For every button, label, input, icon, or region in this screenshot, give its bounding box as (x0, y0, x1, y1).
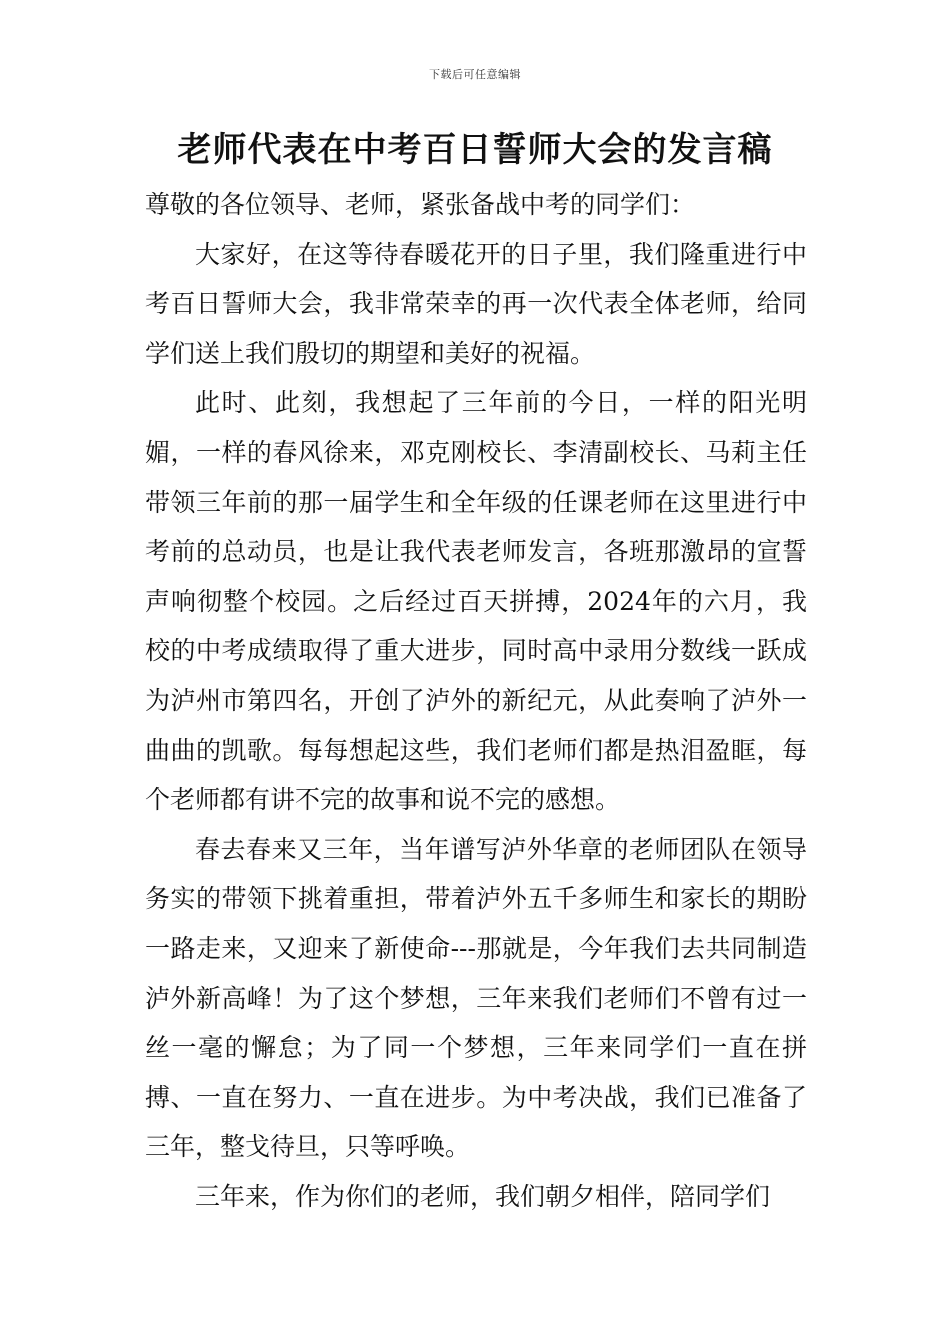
paragraph-4: 三年来，作为你们的老师，我们朝夕相伴，陪同学们 (195, 1181, 771, 1211)
header-note: 下载后可任意编辑 (429, 68, 521, 81)
salutation: 尊敬的各位领导、老师，紧张备战中考的同学们： (145, 190, 696, 219)
paragraph-3: 春去春来又三年，当年谱写泸外华章的老师团队在领导务实的带领下挑着重担，带着泸外五千多师生和家长的期盼一路走来，又迎来了新使命---那就是，今年我们去共同制造泸外新高峰！为了这个梦想，三年来我们老师们不曾有过一丝一毫的懈怠；为了同一个梦想，三年来同学们一直在拼搏、一直在努力、一直在进步。为中考决战，我们已准备了三年，整戈待旦，只等呼唤。 (145, 834, 807, 1162)
document-title: 老师代表在中考百日誓师大会的发言稿 (177, 130, 773, 170)
paragraph-1: 大家好，在这等待春暖花开的日子里，我们隆重进行中考百日誓师大会，我非常荣幸的再一次代表全体老师，给同学们送上我们殷切的期望和美好的祝福。 (145, 239, 807, 368)
paragraph-2: 此时、此刻，我想起了三年前的今日，一样的阳光明媚，一样的春风徐来，邓克刚校长、李清副校长、马莉主任带领三年前的那一届学生和全年级的任课老师在这里进行中考前的总动员，也是让我代表老师发言，各班那激昂的宣誓声响彻整个校园。之后经过百天拼搏，2024年的六月，我校的中考成绩取得了重大进步，同时高中录用分数线一跃成为泸州市第四名，开创了泸外的新纪元，从此奏响了泸外一曲曲的凯歌。每每想起这些，我们老师们都是热泪盈眶，每个老师都有讲不完的故事和说不完的感想。 (145, 388, 807, 815)
document-body (145, 180, 807, 1221)
